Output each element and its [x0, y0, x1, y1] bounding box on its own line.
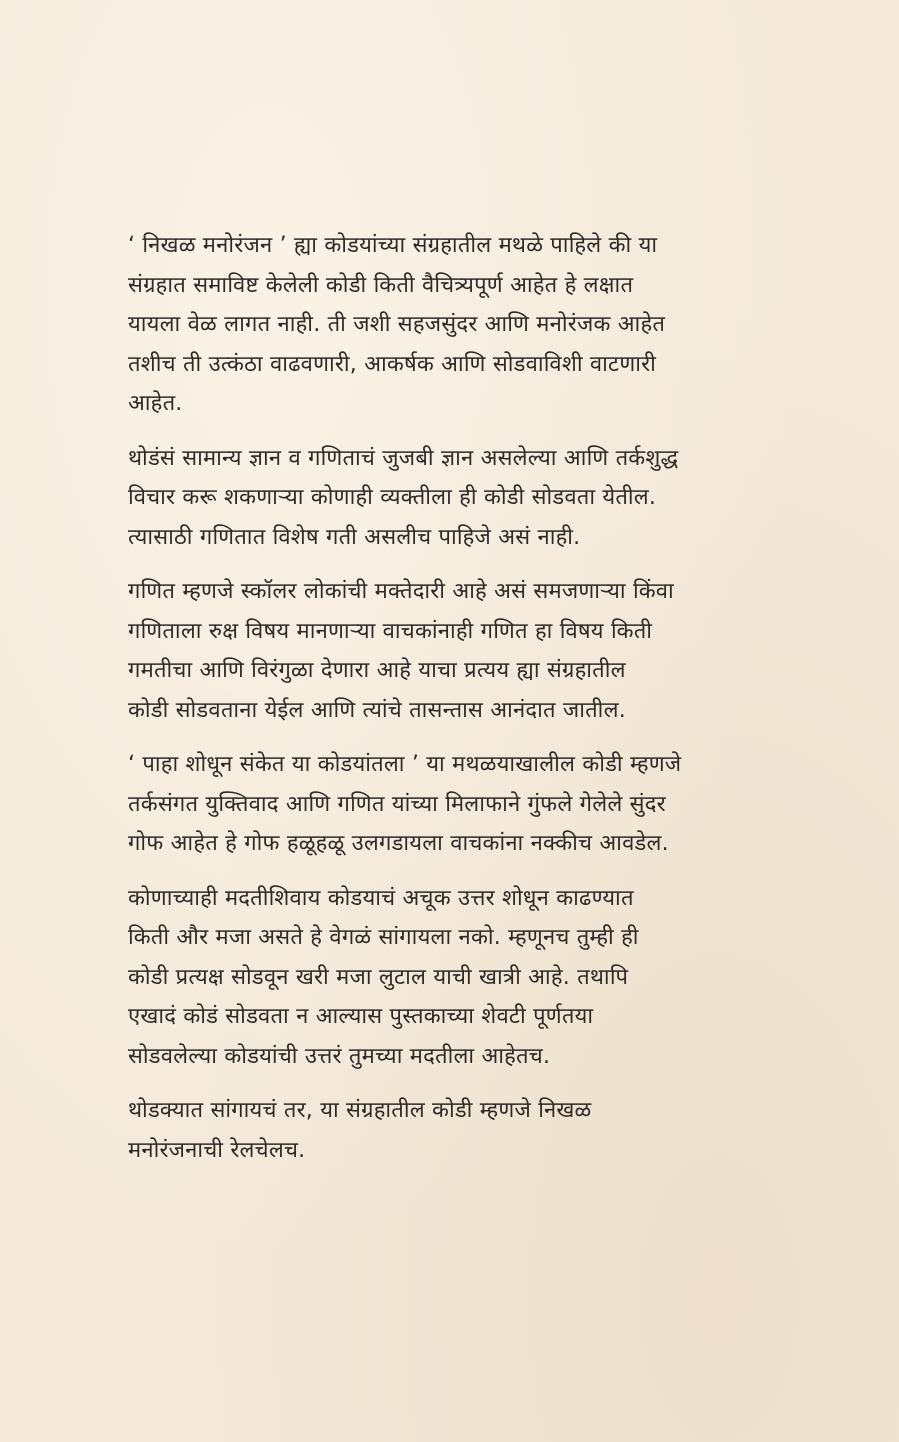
text-line: सोडवलेल्या कोडयांची उत्तरं तुमच्या मदतीला आहेतच. [128, 1043, 551, 1069]
text-line: ‘ पाहा शोधून संकेत या कोडयांतला ’ या मथळयाखालील कोडी म्हणजे [128, 752, 682, 777]
text-line: मनोरंजनाची रेलचेलच. [128, 1137, 306, 1163]
paragraph-2 [128, 439, 788, 558]
text-line: आहेत. [128, 391, 183, 416]
text-line: एखादं कोडं सोडवता न आल्यास पुस्तकाच्या शेवटी पूर्णतया [128, 1004, 594, 1029]
paragraph-1 [128, 226, 788, 424]
text-line: गणिताला रुक्ष विषय मानणाऱ्या वाचकांनाही गणित हा विषय किती [128, 618, 653, 644]
text-line: थोडंसं सामान्य ज्ञान व गणिताचं जुजबी ज्ञान असलेल्या आणि तर्कशुद्ध [128, 445, 679, 471]
text-line: विचार करू शकणाऱ्या कोणाही व्यक्तीला ही कोडी सोडवता येतील. [128, 485, 657, 510]
text-line: गणित म्हणजे स्कॉलर लोकांची मक्तेदारी आहे असं समजणाऱ्या किंवा [128, 579, 674, 604]
text-line: थोडक्यात सांगायचं तर, या संग्रहातील कोडी म्हणजे निखळ [128, 1098, 592, 1123]
text-line: तर्कसंगत युक्तिवाद आणि गणित यांच्या मिलाफाने गुंफले गेलेले सुंदर [128, 791, 666, 817]
paragraph-6 [128, 1091, 788, 1170]
paragraph-3 [128, 572, 788, 730]
text-line: तशीच ती उत्कंठा वाढवणारी, आकर्षक आणि सोडवाविशी वाटणारी [128, 351, 657, 377]
text-line: गोफ आहेत हे गोफ हळूहळू उलगडायला वाचकांना नक्कीच आवडेल. [128, 831, 669, 856]
paragraph-4 [128, 745, 788, 864]
paragraph-5 [128, 879, 788, 1077]
text-line: त्यासाठी गणितात विशेष गती असलीच पाहिजे असं नाही. [128, 524, 581, 550]
text-line: संग्रहात समाविष्ट केलेली कोडी किती वैचित्र्यपूर्ण आहेत हे लक्षात [128, 272, 634, 298]
text-line: कोणाच्याही मदतीशिवाय कोडयाचं अचूक उत्तर शोधून काढण्यात [128, 885, 634, 911]
text-line: गमतीचा आणि विरंगुळा देणारा आहे याचा प्रत्यय ह्या संग्रहातील [128, 658, 626, 683]
text-line: ‘ निखळ मनोरंजन ’ ह्या कोडयांच्या संग्रहातील मथळे पाहिले की या [128, 233, 658, 258]
text-line: कोडी सोडवताना येईल आणि त्यांचे तासन्तास आनंदात जातील. [128, 697, 626, 723]
page-text [128, 226, 788, 1185]
text-line: कोडी प्रत्यक्ष सोडवून खरी मजा लुटाल याची खात्री आहे. तथापि [128, 964, 629, 990]
text-line: किती और मजा असते हे वेगळं सांगायला नको. म्हणूनच तुम्ही ही [128, 925, 639, 950]
text-line: यायला वेळ लागत नाही. ती जशी सहजसुंदर आणि मनोरंजक आहेत [128, 312, 666, 337]
